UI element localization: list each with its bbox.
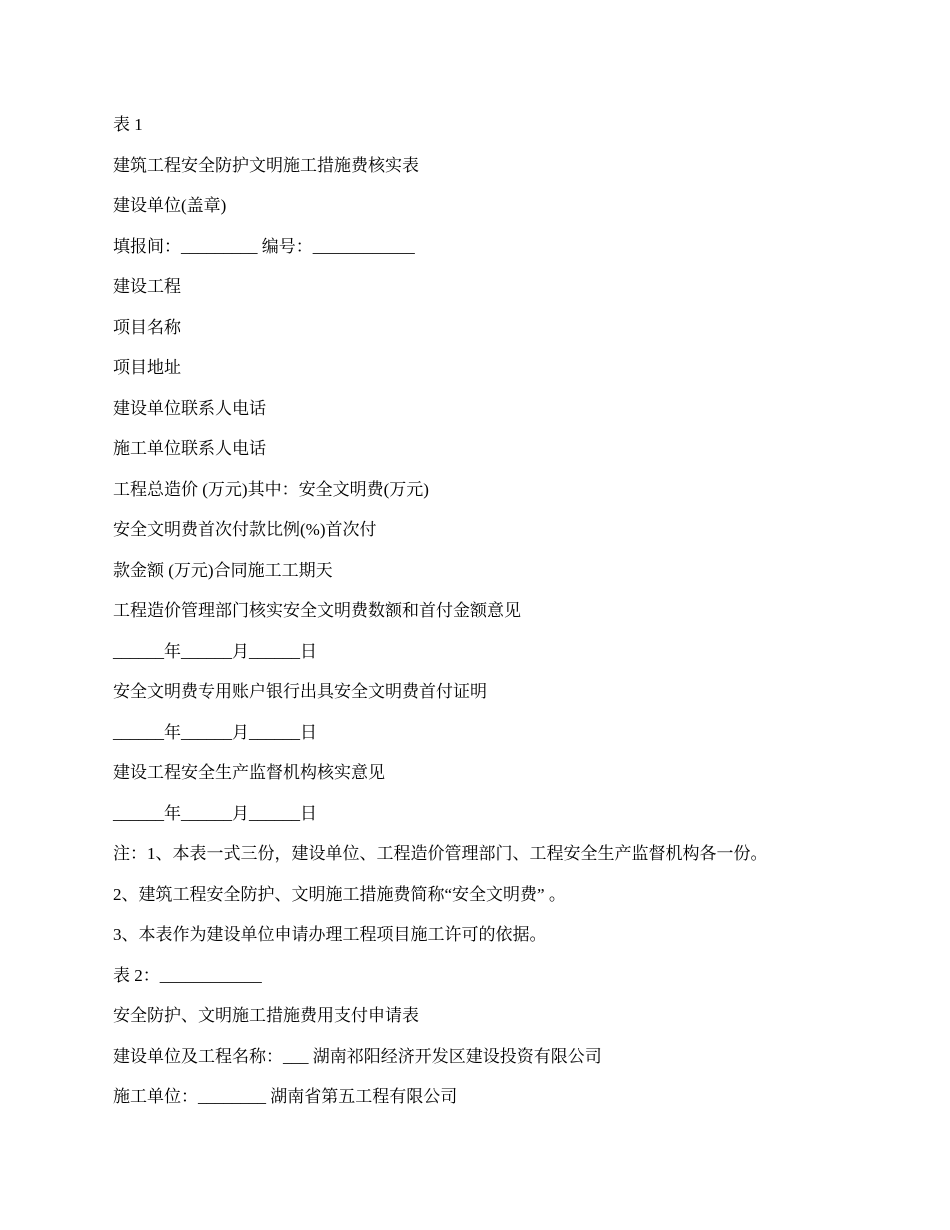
- note-1: 注：1、本表一式三份，建设单位、工程造价管理部门、工程安全生产监督机构各一份。: [113, 844, 768, 863]
- fill-date-and-number: 填报间：_________ 编号：____________: [113, 236, 415, 256]
- contractor-contact-phone: 施工单位联系人电话: [113, 439, 266, 458]
- date-line: ______年______月______日: [113, 803, 317, 823]
- table2-title: 安全防护、文明施工措施费用支付申请表: [113, 1006, 419, 1025]
- note-2: 2、建筑工程安全防护、文明施工措施费简称“安全文明费” 。: [113, 884, 566, 904]
- owner-contact-phone: 建设单位联系人电话: [113, 398, 266, 418]
- first-payment-amount: 款金额 (万元)合同施工工期天: [113, 560, 333, 580]
- contractor-unit: 施工单位：________ 湖南省第五工程有限公司: [113, 1087, 458, 1106]
- bank-certificate: 安全文明费专用账户银行出具安全文明费首付证明: [113, 682, 487, 701]
- construction-unit-seal: 建设单位(盖章): [113, 196, 227, 215]
- form-title: 建筑工程安全防护文明施工措施费核实表: [113, 155, 419, 175]
- table2-label: 表 2：____________: [113, 965, 262, 985]
- cost-dept-opinion: 工程造价管理部门核实安全文明费数额和首付金额意见: [113, 601, 521, 620]
- project-name: 项目名称: [113, 317, 181, 337]
- owner-and-project-name: 建设单位及工程名称：___ 湖南祁阳经济开发区建设投资有限公司: [113, 1046, 602, 1066]
- note-3: 3、本表作为建设单位申请办理工程项目施工许可的依据。: [113, 925, 547, 944]
- document-page: [113, 112, 893, 1125]
- project-address: 项目地址: [113, 358, 181, 377]
- safety-supervision-opinion: 建设工程安全生产监督机构核实意见: [113, 763, 385, 782]
- construction-project: 建设工程: [113, 277, 181, 296]
- first-payment-ratio: 安全文明费首次付款比例(%)首次付: [113, 520, 377, 539]
- date-line: ______年______月______日: [113, 641, 317, 661]
- table1-label: 表 1: [113, 115, 143, 134]
- date-line: ______年______月______日: [113, 722, 317, 742]
- total-cost-line: 工程总造价 (万元)其中：安全文明费(万元): [113, 479, 429, 499]
